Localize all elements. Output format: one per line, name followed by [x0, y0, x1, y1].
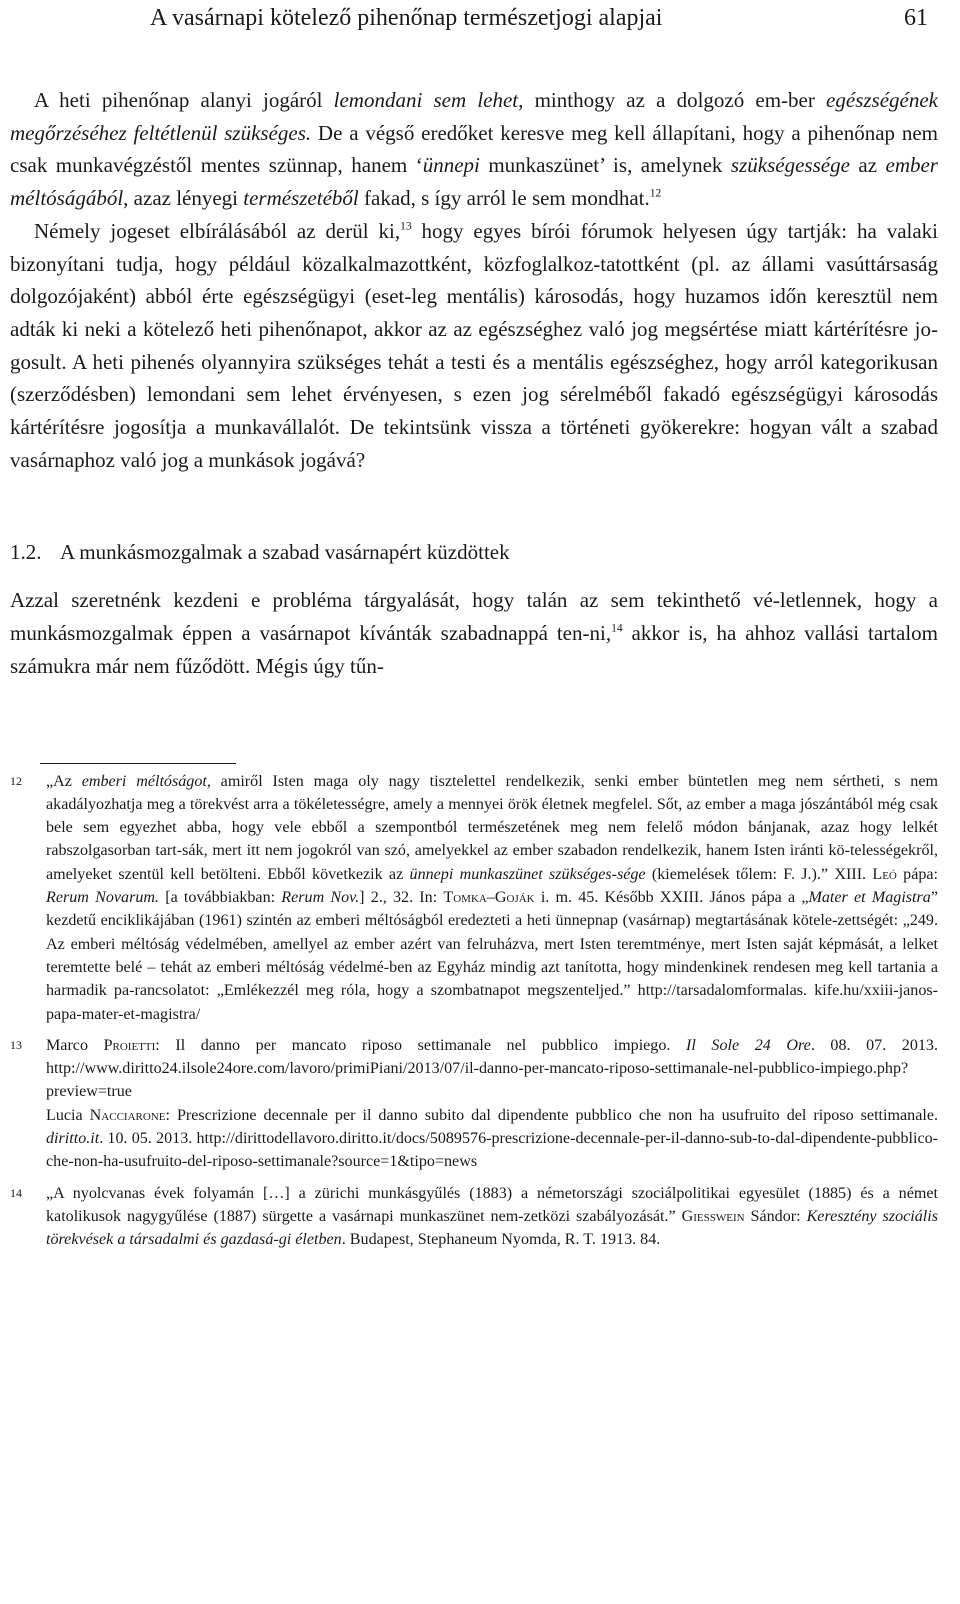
text-span: ” kezdetű enciklikájában (1961) szintén az emberi méltóságból eredezteti a heti ünnepnap (vasárnap) megtartásának kötele-zettségét: „249. Az emberi méltóság védelmében, amellyel az ember azért van felruházva, mert Isten teremtménye, mert Isten saját képmását, a lelket teremtette belé – tehát az emberi méltóság védelmé-ben az Egyház mindig azt tanította, hogy mindenkinek rendesen meg kell tartania a harmadik pa-rancsolatot: „Emlékezzél meg róla, hogy a szombatnapot megszenteljed.” http://tarsadalomformalas. kife.hu/xxiii-janos-papa-mater-et-magistra/ — [46, 889, 938, 1023]
text-span: i. m. 45. Később XXIII. János pápa a „ — [534, 889, 809, 907]
work-title: Mater et Magistra — [808, 889, 931, 907]
text-span: ] 2., 32. In: — [359, 889, 444, 907]
author-name: Giesswein — [681, 1207, 745, 1225]
text-span: fakad, s így arról le sem mondhat. — [358, 186, 650, 211]
book-page — [0, 2, 960, 1604]
text-span: hogy egyes bírói fórumok helyesen úgy tartják: ha valaki bizonyítani tudja, hogy például közalkalmazottként, közfoglalkoz-tatottként (pl. az állami vasúttársaság dolgozójaként) abból érte egészségügyi (eset-leg mentális) károsodás, hogy huzamos időn keresztül nem adták ki neki a kötelező heti pihenőnapot, akkor az az egészséghez való jog megsértése miatt kártérítésre jo-gosult. A heti pihenés olyannyira szükséges tehát a testi és a mentális egészséghez, hogy arról kategorikusan (szerződésben) lemondani sem lehet érvényesen, s ezen jog sérelméből fakadó egészségügyi károsodás kártérítésre jogosítja a munkavállalót. De tekintsünk vissza a történeti gyökerekre: hogyan vált a szabad vasárnaphoz való jog a munkások jogává? — [10, 218, 939, 472]
citation — [46, 1034, 938, 1104]
citation-link[interactable]: . 10. 05. 2013. http://dirittodellavoro.diritto.it/docs/5089576-prescrizione-decennale-per-il-danno-sub-to-dal-dipendente-pubblico-che-non-ha-usufruito-del-riposo-settimanale?source=1&tipo=news — [46, 1130, 938, 1171]
footnote-text — [46, 1182, 938, 1252]
text-span: Marco — [46, 1036, 104, 1054]
paragraph-3 — [10, 584, 938, 682]
author-name: Nacciarone — [89, 1106, 166, 1124]
paragraph-1 — [10, 84, 938, 215]
footnote-ref-14[interactable]: 14 — [611, 622, 623, 635]
main-text — [10, 84, 938, 683]
page-number: 61 — [904, 5, 928, 31]
running-header — [10, 2, 938, 34]
work-title: diritto.it — [46, 1130, 100, 1147]
text-span: , minthogy az a dolgozó em-ber — [518, 88, 827, 112]
emphasis: természetéből — [243, 186, 359, 211]
footnote-12 — [10, 770, 938, 1026]
citation — [46, 1104, 938, 1174]
emphasis: ember méltóságából — [10, 153, 938, 211]
text-span: munkaszünet’ is, amelynek — [479, 153, 731, 178]
text-span: A heti pihenőnap alanyi jogáról — [34, 88, 334, 112]
text-span: , azaz lényegi — [123, 186, 244, 211]
work-title: Il Sole 24 Ore — [686, 1036, 811, 1054]
text-span: De a végső eredőket keresve meg kell állapítani, hogy a pihenőnap nem csak munkavégzéstől mentes szünnap, hanem ‘ — [10, 120, 938, 178]
author-name: Tomka–Goják — [443, 889, 535, 907]
text-span: [a továbbiakban: — [159, 889, 282, 907]
footnotes — [10, 770, 938, 1252]
emphasis: szükségessége — [730, 153, 850, 178]
footnote-ref-13[interactable]: 13 — [400, 220, 412, 233]
footnote-text — [46, 770, 938, 1026]
text-span: Azzal szeretnénk kezdeni e probléma tárgyalását, hogy talán az sem tekinthető vé-letlennek, hogy a munkásmozgalmak éppen a vasárnapot kívánták szabadnappá ten-ni, — [10, 588, 938, 646]
footnote-number: 12 — [10, 773, 22, 788]
emphasis: emberi méltóságot — [81, 772, 207, 790]
emphasis: egészségének megőrzéséhez feltétlenül szükséges. — [10, 88, 938, 145]
paragraph-2 — [10, 215, 938, 477]
text-span: az — [849, 153, 886, 178]
citation-link[interactable]: . 08. 07. 2013. http://www.diritto24.ilsole24ore.com/lavoro/primiPiani/2013/07/il-danno-per-mancato-riposo-settimanale-nel-pubblico-impiego.php?preview=true — [46, 1036, 939, 1101]
footnote-separator — [40, 763, 236, 764]
section-number: 1.2. — [10, 540, 42, 565]
work-title: Keresztény szociális törekvések a társadalmi és gazdasá-gi életben — [46, 1207, 938, 1249]
text-span: Némely jogeset elbírálásából az derül ki, — [34, 218, 401, 243]
text-span: „A nyolcvanas évek folyamán […] a zürichi munkásgyűlés (1883) a németországi szociálpolitikai egyesület (1885) és a német katolikusok nagygyűlése (1887) sürgette a vasárnapi munkaszünet nem-zetközi szabályozását.” — [46, 1184, 938, 1225]
running-title: A vasárnapi kötelező pihenőnap természetjogi alapjai — [150, 5, 663, 31]
text-span: akkor is, ha ahhoz vallási tartalom számukra már nem fűződött. Mégis úgy tűn- — [10, 621, 938, 678]
footnote-14 — [10, 1182, 938, 1252]
text-span: „Az — [46, 772, 82, 790]
footnote-13 — [10, 1034, 938, 1174]
footnote-text — [46, 1034, 938, 1174]
footnote-ref-12[interactable]: 12 — [649, 187, 662, 200]
text-span: , amiről Isten maga oly nagy tisztelettel rendelkezik, senki ember büntetlen meg nem sértheti, s nem akadályozhatja meg a törekvést arra a tökéletességre, amely a mennyei örök életnek megfelel. Sőt, az ember a maga jószántából még csak bele sem egyezhet abba, hogy vele ebből a szempontból természetének meg nem felelő módon bánjanak, azaz hogy lelkét rabszolgasorban tart-sák, mert itt nem jogokról van szó, amelyekkel az ember szabadon rendelkezik, hanem Isten iránti kö-telességekről, amelyeket szentül kell betölteni. Ebből következik az — [46, 772, 938, 883]
text-span: : Prescrizione decennale per il danno subito dal dipendente pubblico che non ha usufruito del riposo settimanale. — [165, 1106, 938, 1124]
text-span: (kiemelések tőlem: F. J.).” XIII. — [645, 865, 873, 883]
section-title: A munkásmozgalmak a szabad vasárnapért küzdöttek — [60, 540, 510, 565]
text-span: : Il danno per mancato riposo settimanale nel pubblico impiego. — [155, 1036, 687, 1054]
text-span: Lucia — [46, 1106, 90, 1124]
emphasis: lemondani sem lehet — [333, 88, 519, 112]
footnote-number: 14 — [10, 1185, 22, 1200]
work-title: Rerum Novarum. — [46, 889, 160, 907]
section-heading — [10, 536, 938, 568]
footnote-number: 13 — [10, 1037, 22, 1052]
author-name: Leó — [872, 865, 897, 883]
text-span: pápa: — [896, 865, 939, 883]
work-title: Rerum Nov. — [281, 889, 360, 907]
author-name: Proietti — [103, 1036, 156, 1054]
text-span: Sándor: — [744, 1207, 807, 1225]
emphasis: ünnepi munkaszünet szükséges-sége — [409, 865, 646, 883]
text-span: . Budapest, Stephaneum Nyomda, R. T. 1913. 84. — [341, 1231, 661, 1249]
emphasis: ünnepi — [422, 153, 480, 178]
